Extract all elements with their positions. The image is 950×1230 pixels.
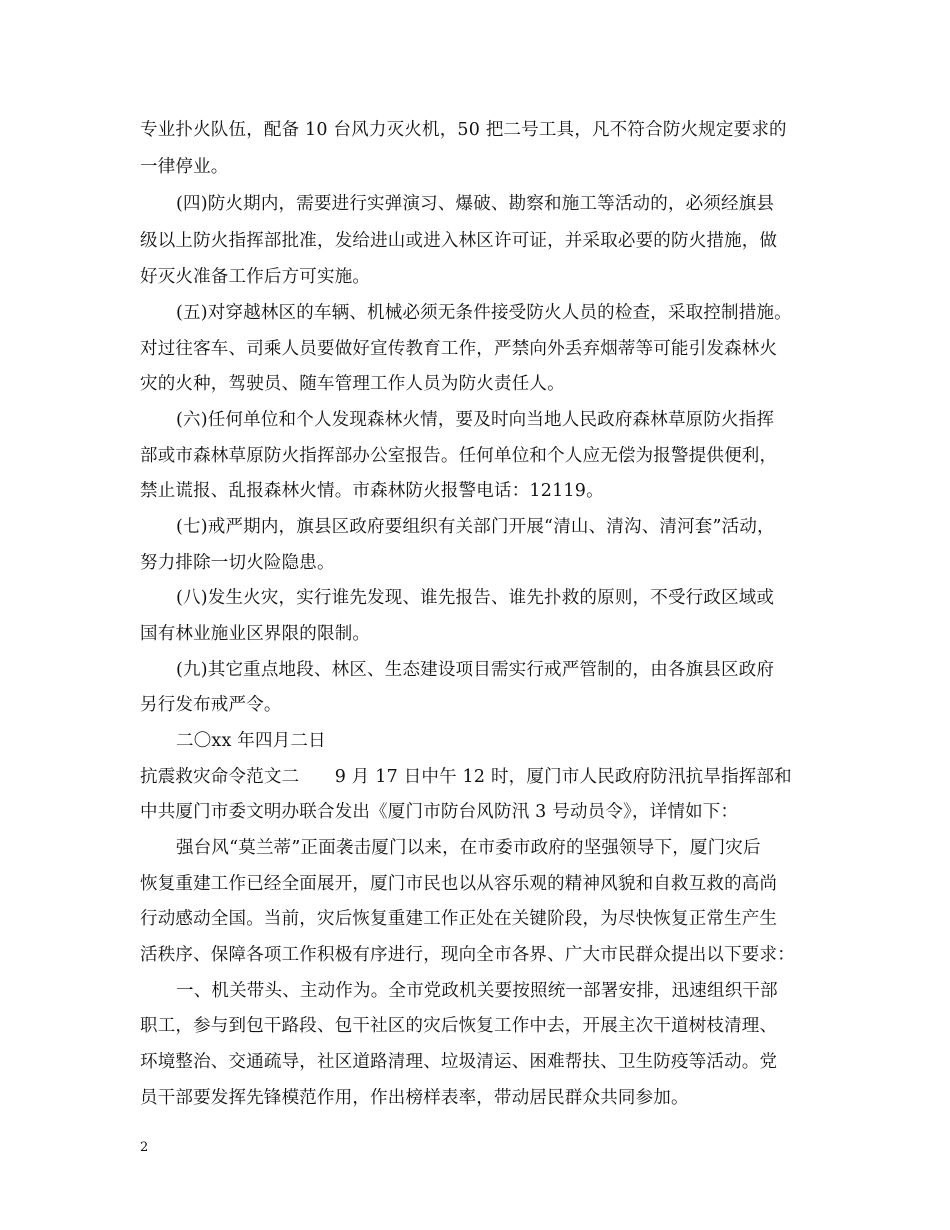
text-line: (六)任何单位和个人发现森林火情，要及时向当地人民政府森林草原防火指挥 [176,410,775,430]
text-line: 恢复重建工作已经全面展开，厦门市民也以从容乐观的精神风貌和自救互救的高尚 [140,874,778,894]
text-line: 部或市森林草原防火指挥部办公室报告。任何单位和个人应无偿为报警提供便利， [140,446,778,466]
text-line: (八)发生火灾，实行谁先发现、谁先报告、谁先扑救的原则，不受行政区域或 [176,588,775,608]
text-line: 好灭火准备工作后方可实施。 [140,267,371,287]
text-line: 环境整治、交通疏导，社区道路清理、垃圾清运、困难帮扶、卫生防疫等活动。党 [140,1052,778,1072]
text-line: 一、机关带头、主动作为。全市党政机关要按照统一部署安排，迅速组织干部 [176,981,778,1001]
text-line: 活秩序、保障各项工作积极有序进行，现向全市各界、广大市民群众提出以下要求： [140,945,795,965]
text-line: 另行发布戒严令。 [140,695,282,715]
text-line: (四)防火期内，需要进行实弹演习、爆破、勘察和施工等活动的，必须经旗县 [176,194,775,214]
text-line: 行动感动全国。当前，灾后恢复重建工作正处在关键阶段，为尽快恢复正常生产生 [140,909,778,929]
text-line: 强台风“莫兰蒂”正面袭击厦门以来，在市委市政府的坚强领导下，厦门灾后 [176,838,761,858]
text-line: (五)对穿越林区的车辆、机械必须无条件接受防火人员的检查，采取控制措施。 [176,303,792,323]
text-line: 灾的火种，驾驶员、随车管理工作人员为防火责任人。 [140,374,565,394]
text-line: 国有林业施业区界限的限制。 [140,624,371,644]
text-line: 禁止谎报、乱报森林火情。市森林防火报警电话：12119。 [140,481,604,501]
text-line: (九)其它重点地段、林区、生态建设项目需实行戒严管制的，由各旗县区政府 [176,660,775,680]
text-line: 对过往客车、司乘人员要做好宣传教育工作，严禁向外丢弃烟蒂等可能引发森林火 [140,339,778,359]
page-number: 2 [140,1140,149,1155]
text-line: 职工，参与到包干路段、包干社区的灾后恢复工作中去，开展主次干道树枝清理、 [140,1016,778,1036]
date-line: 二〇xx 年四月二日 [176,731,326,751]
text-line: 专业扑火队伍，配备 10 台风力灭火机，50 把二号工具，凡不符合防火规定要求的 [140,120,787,140]
text-line: 努力排除一切火险隐患。 [140,553,335,573]
text-line: 员干部要发挥先锋模范作用，作出榜样表率，带动居民群众共同参加。 [140,1088,689,1108]
text-line: (七)戒严期内，旗县区政府要组织有关部门开展“清山、清沟、清河套”活动， [176,517,775,537]
text-line: 一律停业。 [140,157,229,177]
section-heading: 抗震救灾命令范文二 9 月 17 日中午 12 时，厦门市人民政府防汛抗旱指挥部和 [140,767,792,787]
text-line: 级以上防火指挥部批准，发给进山或进入林区许可证，并采取必要的防火措施，做 [140,231,778,251]
text-line: 中共厦门市委文明办联合发出《厦门市防台风防汛 3 号动员令》，详情如下： [140,802,739,822]
